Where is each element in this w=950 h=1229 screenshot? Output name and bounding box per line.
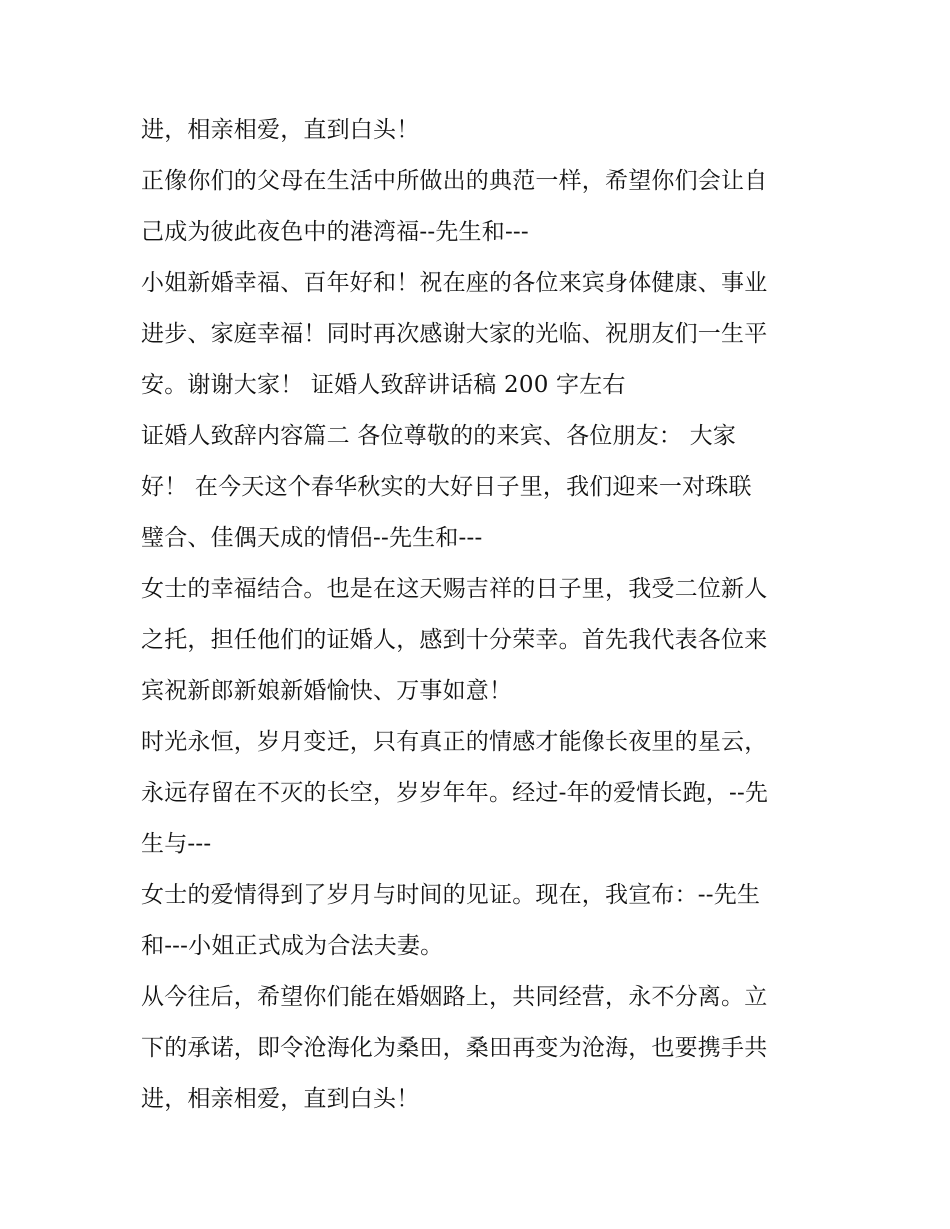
- text-line: 进，相亲相爱，直到白头！: [141, 117, 420, 143]
- text-line: 从今往后，希望你们能在婚姻路上，共同经营，永不分离。立: [141, 984, 768, 1010]
- text-line: 进步、家庭幸福！同时再次感谢大家的光临、祝朋友们一生平: [141, 321, 768, 347]
- text-line: 己成为彼此夜色中的港湾福--先生和---: [141, 219, 529, 245]
- text-line: 永远存留在不灭的长空，岁岁年年。经过-年的爱情长跑，--先: [141, 780, 769, 806]
- text-line: 好！ 在今天这个春华秋实的大好日子里，我们迎来一对珠联: [141, 474, 752, 500]
- text-line: 和---小姐正式成为合法夫妻。: [141, 933, 444, 959]
- text-line: 宾祝新郎新娘新婚愉快、万事如意！: [141, 678, 513, 704]
- text-line: 进，相亲相爱，直到白头！: [141, 1086, 420, 1112]
- text-line: 正像你们的父母在生活中所做出的典范一样，希望你们会让自: [141, 168, 768, 194]
- text-line: 生与---: [141, 831, 212, 857]
- speech-text-block: [141, 105, 821, 1125]
- text-line: 女士的爱情得到了岁月与时间的见证。现在，我宣布：--先生: [141, 882, 761, 908]
- text-line: 女士的幸福结合。也是在这天赐吉祥的日子里，我受二位新人: [141, 576, 768, 602]
- text-line: 下的承诺，即令沧海化为桑田，桑田再变为沧海，也要携手共: [141, 1035, 768, 1061]
- text-line: 璧合、佳偶天成的情侣--先生和---: [141, 525, 483, 551]
- text-line: 时光永恒，岁月变迁，只有真正的情感才能像长夜里的星云，: [141, 729, 768, 755]
- text-line: 安。谢谢大家！ 证婚人致辞讲话稿 200 字左右: [141, 372, 626, 398]
- text-line: 之托，担任他们的证婚人，感到十分荣幸。首先我代表各位来: [141, 627, 768, 653]
- text-line: 小姐新婚幸福、百年好和！祝在座的各位来宾身体健康、事业: [141, 270, 768, 296]
- text-line: 证婚人致辞内容篇二 各位尊敬的的来宾、各位朋友： 大家: [141, 423, 737, 449]
